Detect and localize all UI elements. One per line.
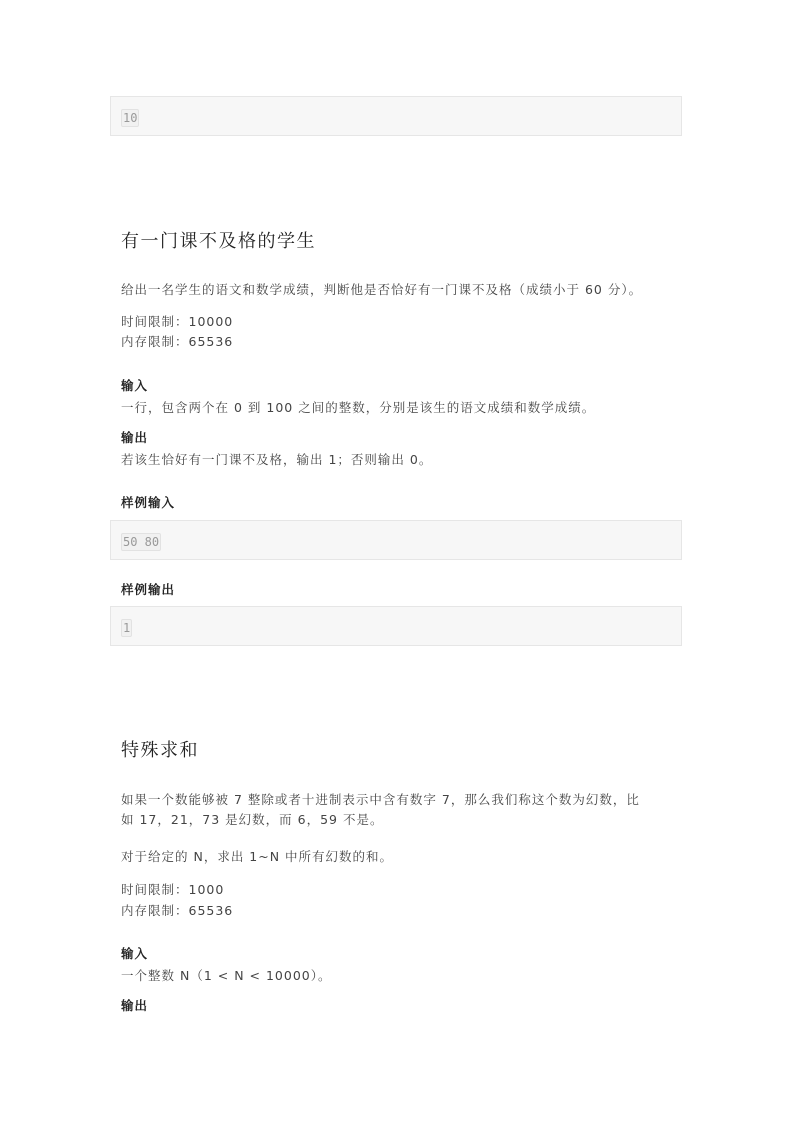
time-limit: 时间限制：1000 [121,882,225,897]
problem-description-line: 如 17，21，73 是幻数，而 6，59 不是。 [121,812,384,827]
problem-title: 特殊求和 [121,740,199,761]
sample-input-heading: 样例输入 [121,495,176,510]
problem-description-paragraph: 对于给定的 N，求出 1~N 中所有幻数的和。 [121,849,394,864]
output-heading: 输出 [121,998,149,1013]
sample-output-heading: 样例输出 [121,582,176,597]
sample-output-code: 1 [123,621,131,635]
sample-output-block [110,96,682,136]
memory-limit: 内存限制：65536 [121,903,234,918]
output-description: 若该生恰好有一门课不及格，输出 1；否则输出 0。 [121,452,433,467]
input-heading: 输入 [121,378,149,393]
sample-output-block [110,606,682,646]
input-description: 一个整数 N（1 < N < 10000）。 [121,968,332,983]
input-heading: 输入 [121,946,149,961]
sample-input-code: 50 80 [123,535,160,549]
sample-output-code: 10 [123,111,138,125]
time-limit: 时间限制：10000 [121,314,234,329]
sample-input-block [110,520,682,560]
memory-limit: 内存限制：65536 [121,334,234,349]
problem-description-line: 如果一个数能够被 7 整除或者十进制表示中含有数字 7，那么我们称这个数为幻数，比 [121,792,640,807]
problem-title: 有一门课不及格的学生 [121,231,316,252]
input-description: 一行，包含两个在 0 到 100 之间的整数，分别是该生的语文成绩和数学成绩。 [121,400,596,415]
problem-description: 给出一名学生的语文和数学成绩，判断他是否恰好有一门课不及格（成绩小于 60 分）。 [121,282,643,297]
output-heading: 输出 [121,430,149,445]
